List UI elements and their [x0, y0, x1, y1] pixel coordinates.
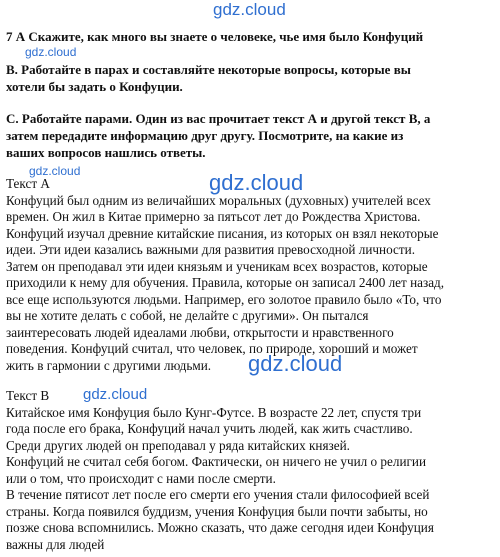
task-c-line: ваших вопросов нашлись ответы. [6, 145, 206, 160]
text-b-line: важны для людей [6, 536, 105, 552]
text-b-line: Среди других людей он преподавал у ряда китайских князей. [6, 437, 350, 453]
text-a-title: Текст А [6, 176, 50, 191]
watermark-small-a: gdz.cloud [25, 45, 77, 59]
text-b-title: Текст В [6, 388, 50, 403]
text-b-line: позже снова вспомнились. Можно сказать, что даже сегодня идеи Конфуция [6, 520, 434, 535]
text-a-line: все еще используются людьми. Например, его золотое правило было «То, что [6, 291, 442, 307]
text-a-line: заинтересовать людей идеалами любви, открытости и нравственного [6, 324, 394, 340]
text-a-line: жить в гармонии с другими людьми. [6, 357, 212, 373]
text-b [6, 388, 498, 553]
text-a-line: идеи. Эти идеи казались важными для развития превосходной личности. [6, 242, 416, 257]
text-b-line: года после его брака, Конфуций начал учить людей, как жить счастливо. [6, 421, 413, 436]
text-a-line: Конфуций изучал древние китайские писания, из которых он взял некоторые [6, 225, 439, 241]
text-b-line: В течение пятисот лет после его смерти его учения стали философией всей [6, 487, 430, 502]
task-b-line: В. Работайте в парах и составляйте некоторые вопросы, которые вы [6, 62, 411, 77]
task-c [6, 110, 498, 161]
task-b [6, 61, 498, 95]
task-a-line: 7 А Скажите, как много вы знаете о человеке, чье имя было Конфуций [6, 29, 424, 44]
text-b-line: Конфуций не считал себя богом. Фактически, он ничего не учил о религии [6, 454, 427, 469]
task-b-line: хотели бы задать о Конфуции. [6, 79, 183, 94]
text-a-line: поведения. Конфуций считал, что человек, по природе, хороший и может [6, 341, 418, 356]
text-a-line: Конфуций был одним из величайших моральных (духовных) учителей всех [6, 192, 431, 208]
task-a [6, 28, 498, 45]
text-b-line: страны. Когда появился буддизм, учения Конфуция были почти забыты, но [6, 503, 428, 519]
text-a-line: времен. Он жил в Китае примерно за пятьсот лет до Рождества Христова. [6, 209, 421, 224]
watermark-big-2: gdz.cloud [248, 351, 343, 376]
text-a [6, 176, 498, 374]
text-a-line: Затем он преподавал эти идеи князьям и ученикам всех возрастов, которые [6, 258, 428, 274]
watermark-mid-c: gdz.cloud [83, 386, 148, 403]
text-b-line: или о том, что происходит с нами после смерти. [6, 470, 276, 486]
watermark-big-1: gdz.cloud [209, 170, 304, 195]
watermark-small-b: gdz.cloud [29, 164, 81, 178]
watermark-top: gdz.cloud [213, 0, 286, 19]
text-a-line: вы не хотите делать с собой, не делайте с другими». Он пытался [6, 308, 369, 323]
task-c-line: затем передадите информацию друг другу. Посмотрите, на какие из [6, 128, 404, 143]
text-a-line: приходили к нему для обучения. Правила, которые он записал 2400 лет назад, [6, 275, 445, 290]
task-c-line: С. Работайте парами. Один из вас прочитает текст А и другой текст В, а [6, 111, 431, 126]
text-b-line: Китайское имя Конфуция было Кунг-Футсе. В возрасте 22 лет, спустя три [6, 404, 422, 420]
